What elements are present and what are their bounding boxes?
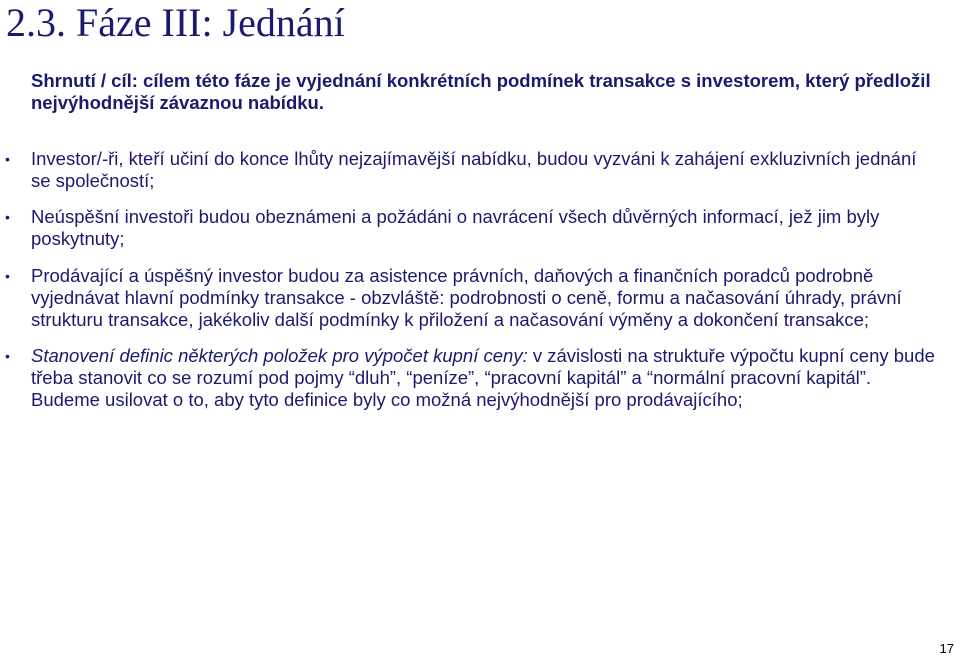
bullet-item [0, 265, 936, 331]
bullet-item [0, 206, 936, 250]
bullet-item [0, 345, 936, 411]
bullet-dot: • [5, 209, 10, 225]
bullet-text: Neúspěšní investoři budou obeznámeni a požádáni o navrácení všech důvěrných informací, jež jim byly poskytnuty; [31, 206, 880, 249]
bullet-text: v závislosti na struktuře výpočtu kupní ceny bude třeba stanovit co se rozumí pod pojmy “dluh”, “peníze”, “pracovní kapitál” a “normální pracovní kapitál”. Budeme usilovat o to, aby tyto definice byly co možná nejvýhodnější pro prodávajícího; [31, 345, 935, 410]
bullet-text: Investor/-ři, kteří učiní do konce lhůty nejzajímavější nabídku, budou vyzváni k zahájení exkluzivních jednání se společností; [31, 148, 917, 191]
bullet-item [0, 148, 936, 192]
summary-text: Shrnutí / cíl: cílem této fáze je vyjednání konkrétních podmínek transakce s investorem, který předložil nejvýhodnější závaznou nabídku. [31, 70, 931, 113]
bullet-dot: • [5, 348, 10, 364]
bullet-dot: • [5, 151, 10, 167]
bullet-italic-lead: Stanovení definic některých položek pro výpočet kupní ceny: [31, 345, 528, 366]
bullet-list [0, 148, 960, 411]
bullet-dot: • [5, 268, 10, 284]
page-number: 17 [939, 641, 954, 656]
bullet-text: Prodávající a úspěšný investor budou za asistence právních, daňových a finančních poradců podrobně vyjednávat hlavní podmínky transakce - obzvláště: podrobnosti o ceně, formu a načasování úhrady, právní strukturu transakce, jakékoliv další podmínky k přiložení a načasování výměny a dokončení transakce; [31, 265, 902, 330]
slide-title: 2.3. Fáze III: Jednání [6, 0, 345, 45]
